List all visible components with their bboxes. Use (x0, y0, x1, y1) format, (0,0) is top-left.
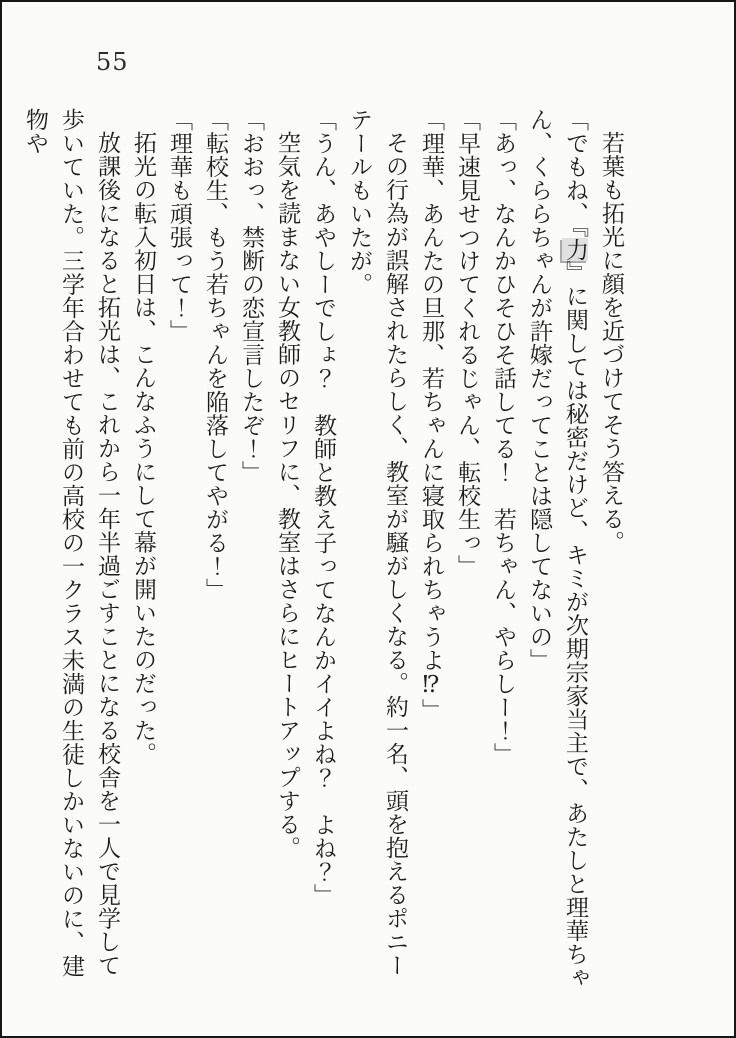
paragraph: その行為が誤解されたらしく、教室が騒がしくなる。約一名、頭を抱えるポニーテールもいたが。 (346, 108, 408, 977)
paragraph: 「でもね、『力』に関しては秘密だけど、キミが次期宗家当主で、あたしと理華ちゃん、くららちゃんが許嫁だってことは隠してないの」 (526, 108, 588, 990)
paragraph: 「おおっ、禁断の恋宣言したぞ！」 (238, 108, 264, 484)
paragraph: 若葉も拓光に顔を近づけてそう答える。 (598, 131, 624, 554)
text-columns (17, 108, 629, 990)
paragraph: 「うん、あやしーでしょ？ 教師と教え子ってなんかイイよね？ よね？」 (310, 108, 336, 907)
paragraph: 「早速見せつけてくれるじゃん、転校生っ」 (454, 108, 480, 578)
emphasized-term: 力 (562, 237, 588, 261)
paragraph: 「転校生、もう若ちゃんを陥落してやがる！」 (202, 108, 228, 602)
paragraph: 「理華も頑張って！」 (166, 108, 192, 343)
paragraph: 「理華、あんたの旦那、若ちゃんに寝取られちゃうよ⁉」 (418, 108, 444, 722)
paragraph: 「あっ、なんかひそひそ話してる！ 若ちゃん、やらしー！」 (490, 108, 516, 766)
paragraph: 拓光の転入初日は、こんなふうにして幕が開いたのだった。 (130, 131, 156, 766)
paragraph: 放課後になると拓光は、これから一年半過ごすことになる校舎を一人で見学して歩いていた。三学年合わせても前の高校の一クラス未満の生徒しかいないのに、建物や (22, 108, 120, 978)
page-number: 55 (96, 48, 129, 76)
paragraph: 空気を読まない女教師のセリフに、教室はさらにヒートアップする。 (274, 131, 300, 860)
